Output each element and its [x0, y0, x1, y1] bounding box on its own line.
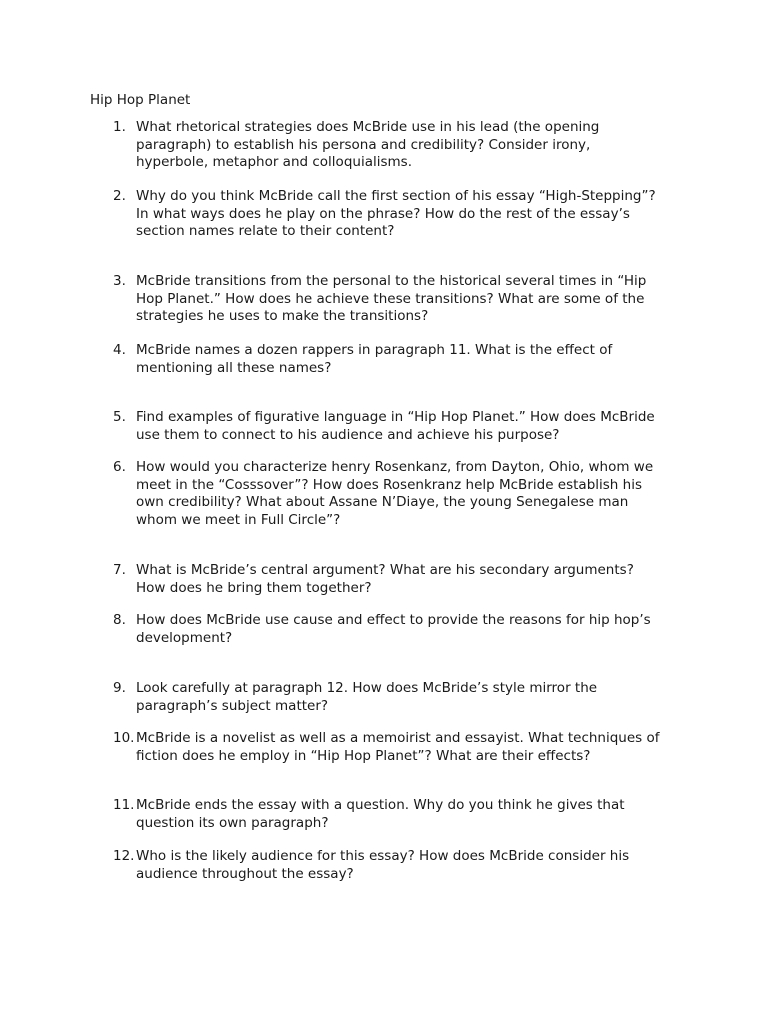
question-number: 4.: [113, 342, 126, 358]
question-item: [113, 409, 678, 444]
question-text: McBride names a dozen rappers in paragraph 11. What is the effect of mentioning all these names?: [136, 342, 613, 376]
question-item: [113, 119, 678, 172]
question-text: What is McBride’s central argument? What are his secondary arguments? How does he bring them together?: [136, 562, 634, 596]
question-item: [113, 730, 678, 765]
question-text: What rhetorical strategies does McBride use in his lead (the opening paragraph) to establish his persona and credibility? Consider irony, hyperbole, metaphor and colloquialisms.: [136, 119, 600, 170]
question-number: 8.: [113, 612, 126, 628]
question-number: 1.: [113, 119, 126, 135]
question-item: [113, 342, 678, 377]
question-item: [113, 680, 678, 715]
question-text: How would you characterize henry Rosenkanz, from Dayton, Ohio, whom we meet in the “Cosssover”? How does Rosenkranz help McBride establish his own credibility? What about Assane N’Diaye, the young Senegalese man whom we meet in Full Circle”?: [136, 459, 654, 528]
question-text: Who is the likely audience for this essay? How does McBride consider his audience throughout the essay?: [136, 848, 630, 882]
question-item: [113, 848, 678, 883]
question-number: 2.: [113, 188, 126, 204]
question-text: Look carefully at paragraph 12. How does McBride’s style mirror the paragraph’s subject matter?: [136, 680, 598, 714]
question-number: 3.: [113, 273, 126, 289]
question-number: 7.: [113, 562, 126, 578]
question-number: 5.: [113, 409, 126, 425]
question-item: [113, 797, 678, 832]
question-text: Find examples of figurative language in “Hip Hop Planet.” How does McBride use them to connect to his audience and achieve his purpose?: [136, 409, 655, 443]
question-item: [113, 459, 678, 529]
question-number: 9.: [113, 680, 126, 696]
question-text: McBride ends the essay with a question. Why do you think he gives that question its own paragraph?: [136, 797, 625, 831]
question-number: 10.: [113, 730, 135, 746]
question-text: Why do you think McBride call the first section of his essay “High-Stepping”? In what ways does he play on the phrase? How do the rest of the essay’s section names relate to their content?: [136, 188, 656, 239]
question-number: 12.: [113, 848, 135, 864]
document-title: Hip Hop Planet: [90, 92, 191, 108]
question-number: 6.: [113, 459, 126, 475]
question-number: 11.: [113, 797, 135, 813]
question-text: McBride transitions from the personal to the historical several times in “Hip Hop Planet.” How does he achieve these transitions? What are some of the strategies he uses to make the transitions?: [136, 273, 647, 324]
question-item: [113, 273, 678, 326]
question-item: [113, 562, 678, 597]
question-text: How does McBride use cause and effect to provide the reasons for hip hop’s development?: [136, 612, 651, 646]
question-text: McBride is a novelist as well as a memoirist and essayist. What techniques of fiction does he employ in “Hip Hop Planet”? What are their effects?: [136, 730, 660, 764]
question-item: [113, 612, 678, 647]
question-item: [113, 188, 678, 241]
